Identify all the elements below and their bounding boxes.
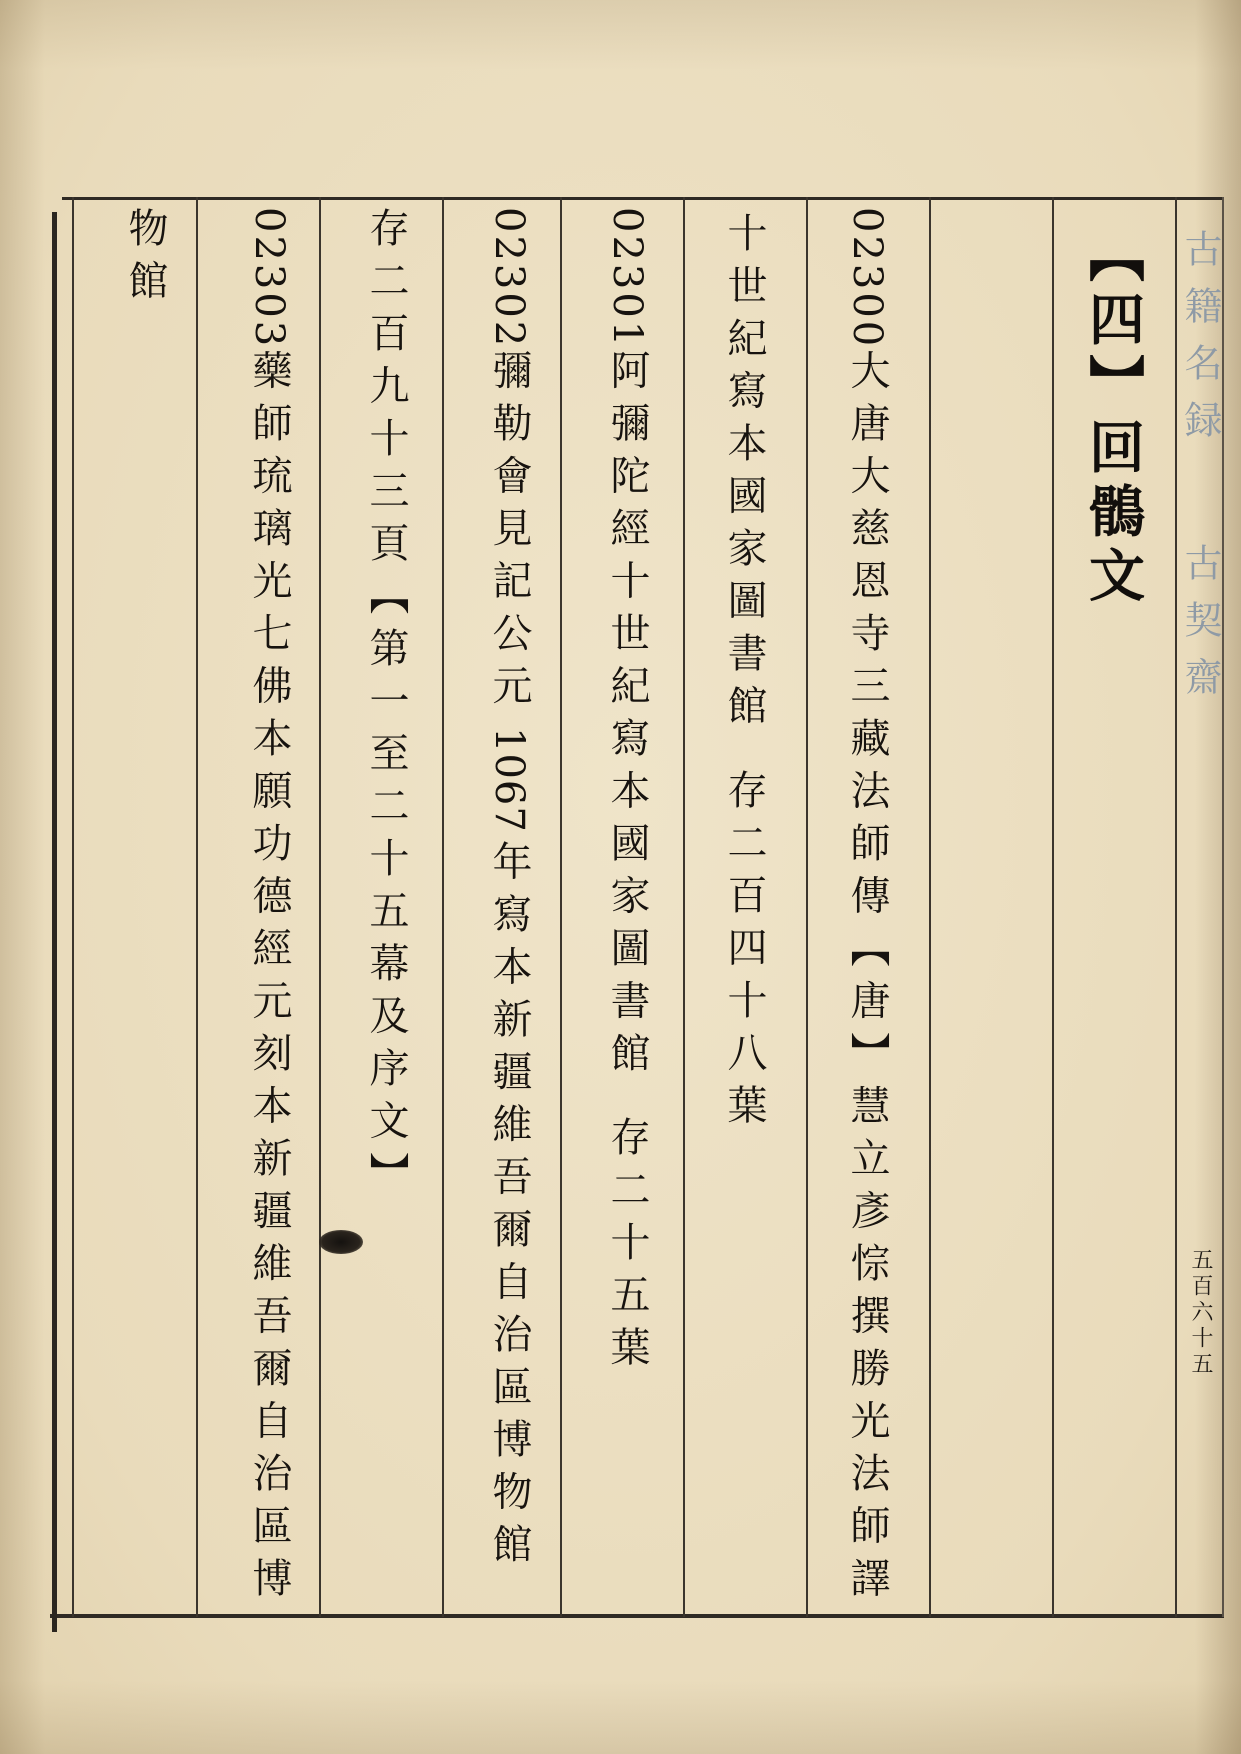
frame-right-rule (1175, 197, 1177, 1617)
entry-dynasty: 【唐】 (844, 926, 890, 1085)
entry-holder: 新疆維吾爾自治區博物館 (486, 998, 532, 1576)
entry-02302-line-1 (486, 207, 532, 1576)
entry-holder: 國家圖書館 (721, 474, 767, 737)
frame-left-inner-rule (72, 197, 74, 1617)
entry-extent: 存二百九十三頁 (363, 207, 409, 575)
column-rule (929, 197, 931, 1617)
column-rule (683, 197, 685, 1617)
entry-title: 大唐大慈恩寺三藏法師傳 (844, 349, 890, 927)
column-rule (560, 197, 562, 1617)
entry-extent: 存二十五葉 (604, 1116, 650, 1379)
margin-book-title: 古籍名録 (1178, 229, 1222, 457)
entry-02302-line-2 (363, 207, 409, 1205)
entry-responsibility: 慧立彥悰撰勝光法師譯 (844, 1084, 890, 1610)
wormhole-spot (319, 1230, 363, 1254)
entry-edition: 元刻本 (246, 979, 292, 1137)
entry-note: 【第一至二十五幕及序文】 (363, 574, 409, 1205)
bottom-border-rule (50, 1614, 1224, 1618)
column-rule (196, 197, 198, 1617)
entry-holder-part-1: 新疆維吾爾自治區博 (246, 1136, 292, 1610)
entry-edition: 十世紀寫本 (721, 212, 767, 475)
section-title: 回鶻文 (1080, 418, 1146, 610)
entry-number: 02300 (844, 207, 890, 350)
entry-number: 02303 (246, 207, 292, 350)
frame-left-outer-rule (52, 212, 57, 1632)
entry-number: 02301 (604, 207, 650, 350)
column-rule (319, 197, 321, 1617)
entry-02300-line-2 (721, 212, 767, 1137)
entry-extent: 存二百四十八葉 (721, 769, 767, 1137)
column-rule (1052, 197, 1054, 1617)
entry-title: 藥師琉璃光七佛本願功德經 (246, 349, 292, 980)
entry-02300-line-1 (844, 207, 890, 1610)
margin-publisher: 古契齋 (1178, 543, 1222, 714)
column-rule (806, 197, 808, 1617)
entry-edition-suffix: 年寫本 (486, 840, 532, 999)
entry-02303-line-2 (122, 207, 168, 312)
entry-02301-line-1 (604, 207, 650, 1379)
entry-holder: 國家圖書館 (604, 821, 650, 1085)
entry-02303-line-1 (246, 207, 292, 1610)
column-rule (442, 197, 444, 1617)
entry-edition-year: 1067 (486, 726, 532, 833)
top-border-rule (62, 197, 1224, 200)
page-number: 五百六十五 (1188, 1248, 1213, 1378)
section-number: 【四】 (1080, 226, 1146, 418)
entry-title: 阿彌陀經 (604, 349, 650, 560)
entry-holder-part-2: 物館 (122, 207, 168, 312)
entry-title: 彌勒會見記 (486, 349, 532, 612)
entry-number: 02302 (486, 207, 532, 350)
margin-outer-rule (1222, 197, 1224, 1617)
entry-edition-prefix: 公元 (486, 611, 532, 717)
entry-edition: 十世紀寫本 (604, 559, 650, 822)
section-heading (1080, 226, 1146, 610)
